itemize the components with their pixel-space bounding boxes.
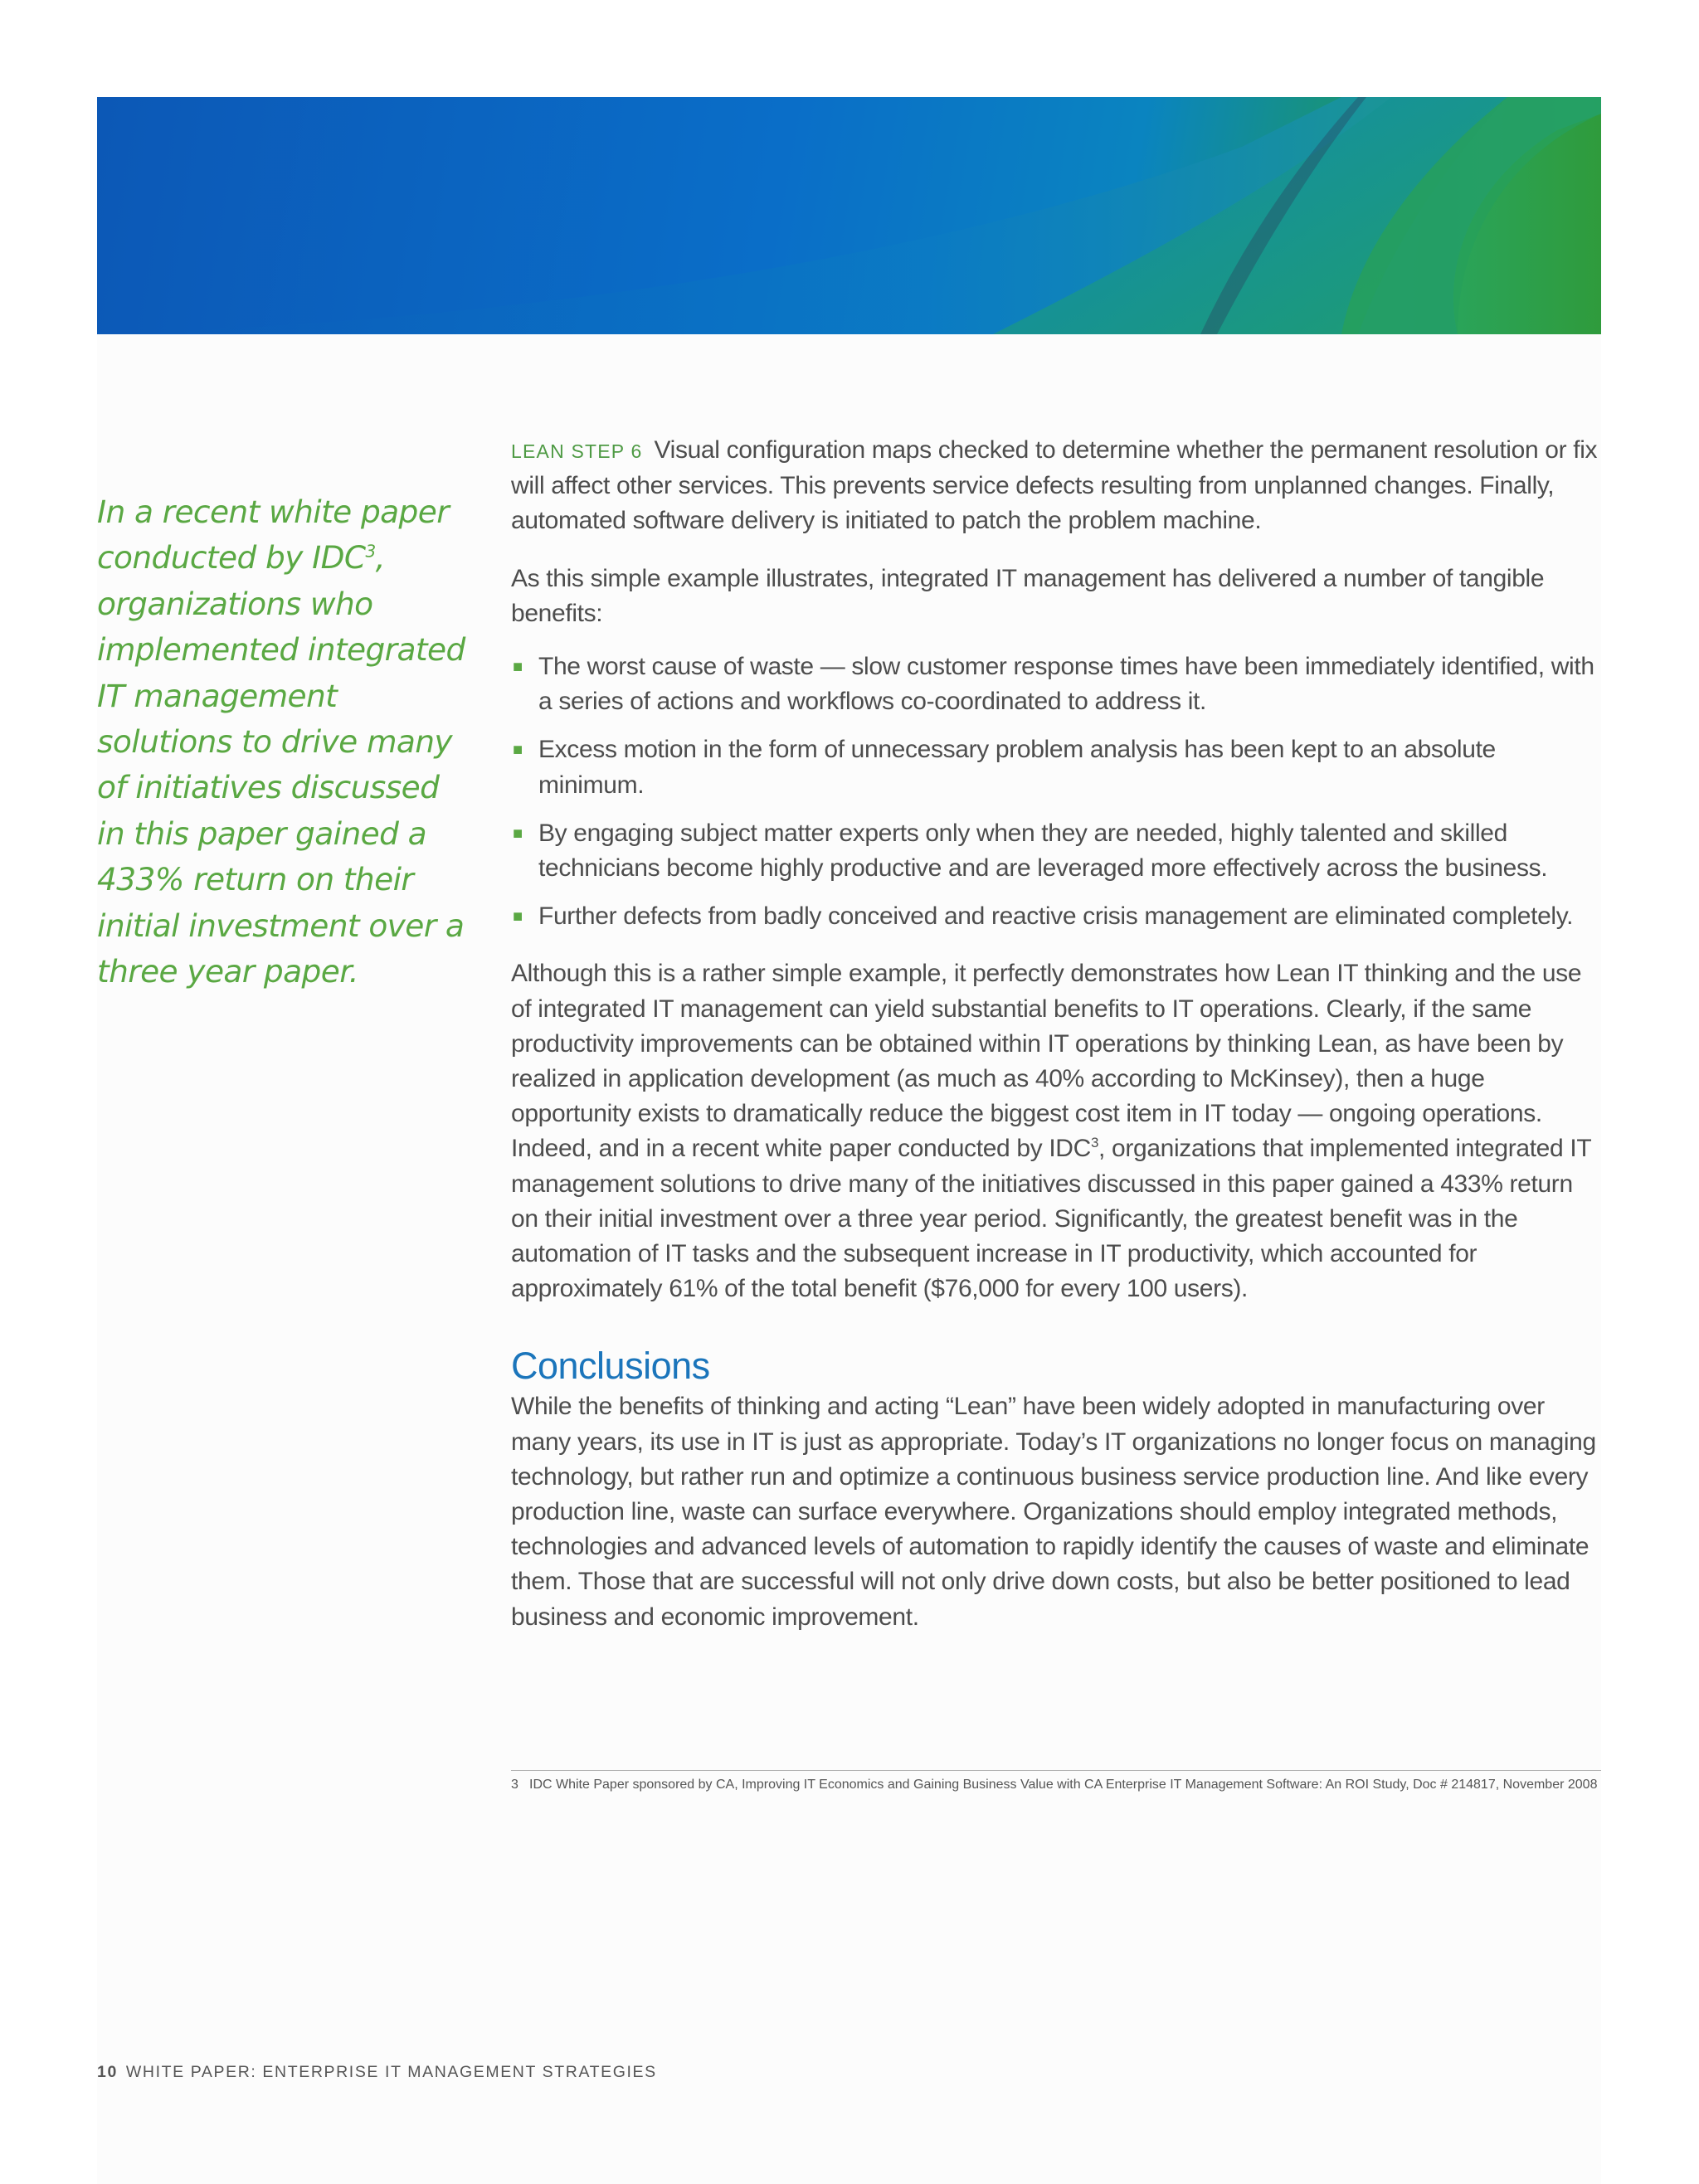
lean-step-text: Visual configuration maps checked to determine whether the permanent resolution or fix will affect other services. This prevents service defects resulting from unplanned changes. Finally, automated software delivery is initiated to patch the problem machine. (511, 436, 1598, 535)
page-number: 10 (97, 2063, 118, 2081)
list-item-text: The worst cause of waste — slow customer response times have been immediately identified, with a series of actions and workflows co-coordinated to address it. (538, 653, 1594, 716)
list-item-text: Further defects from badly conceived and reactive crisis management are eliminated completely. (538, 902, 1574, 931)
document-title: WHITE PAPER: ENTERPRISE IT MANAGEMENT STRATEGIES (125, 2063, 657, 2081)
footnote-ref: 3 (365, 541, 376, 562)
summary-text-end: , organizations that implemented integrated IT management solutions to drive many of the initiatives discussed in this paper gained a 433% return on their initial investment over a three year period. Significantly, the greatest benefit was in the automation of IT tasks and the subsequent increase in IT productivity, which accounted for approximately 61% of the total benefit ($76,000 for every 100 users). (511, 1135, 1591, 1303)
lean-step-paragraph (511, 433, 1606, 539)
list-item (511, 732, 1606, 802)
pull-quote (97, 489, 470, 995)
pull-quote-text-start: In a recent white paper conducted by IDC (97, 494, 450, 576)
banner-swoosh-graphic (97, 97, 1601, 334)
footnote-divider (511, 1770, 1601, 1771)
summary-text-start: Although this is a rather simple example, it perfectly demonstrates how Lean IT thinking and the use of integrated IT management can yield substantial benefits to IT operations. Clearly, if the same productivity improvements can be obtained within IT operations by thinking Lean, as have been by realized in application development (as much as 40% according to McKinsey), then a huge opportunity exists to dramatically reduce the biggest cost item in IT today — ongoing operations. Indeed, and in a recent white paper conducted by IDC (511, 960, 1582, 1163)
footnote-ref: 3 (1090, 1135, 1099, 1151)
main-column (511, 433, 1606, 1635)
page-footer (97, 2063, 657, 2082)
list-item-text: Excess motion in the form of unnecessary problem analysis has been kept to an absolute minimum. (538, 736, 1496, 799)
footnote-text: IDC White Paper sponsored by CA, Improving IT Economics and Gaining Business Value with CA Enterprise IT Management Software: An ROI Study, Doc # 214817, November 2008 (529, 1778, 1598, 1792)
footnote (511, 1776, 1601, 1794)
lean-step-label: LEAN STEP 6 (511, 440, 643, 462)
conclusions-paragraph: While the benefits of thinking and acting “Lean” have been widely adopted in manufacturing over many years, its use in IT is just as appropriate. Today’s IT organizations no longer focus on managing technology, but rather run and optimize a continuous business service production line. And like every production line, waste can surface everywhere. Organizations should employ integrated methods, technologies and advanced levels of automation to rapidly identify the causes of waste and eliminate them. Those that are successful will not only drive down costs, but also be better positioned to lead business and economic improvement. (511, 1393, 1596, 1631)
list-item (511, 649, 1606, 719)
list-item-text: By engaging subject matter experts only when they are needed, highly talented and skilled technicians become highly productive and are leveraged more effectively across the business. (538, 819, 1548, 883)
bullet-icon: ■ (513, 824, 523, 843)
pull-quote-text-end: , organizations who implemented integrated IT management solutions to drive many of initiatives discussed in this paper gained a 433% return on their initial investment over a three year paper. (97, 539, 465, 990)
section-heading: Conclusions (511, 1345, 710, 1388)
header-banner (97, 97, 1601, 334)
bullet-icon: ■ (513, 907, 523, 927)
summary-paragraph (511, 956, 1606, 1306)
list-item (511, 899, 1606, 934)
benefits-list (511, 649, 1606, 934)
bullet-icon: ■ (513, 741, 523, 760)
intro-paragraph: As this simple example illustrates, integrated IT management has delivered a number of tangible benefits: (511, 564, 1545, 627)
footnote-number: 3 (511, 1778, 518, 1792)
list-item (511, 816, 1606, 886)
bullet-icon: ■ (513, 658, 523, 677)
